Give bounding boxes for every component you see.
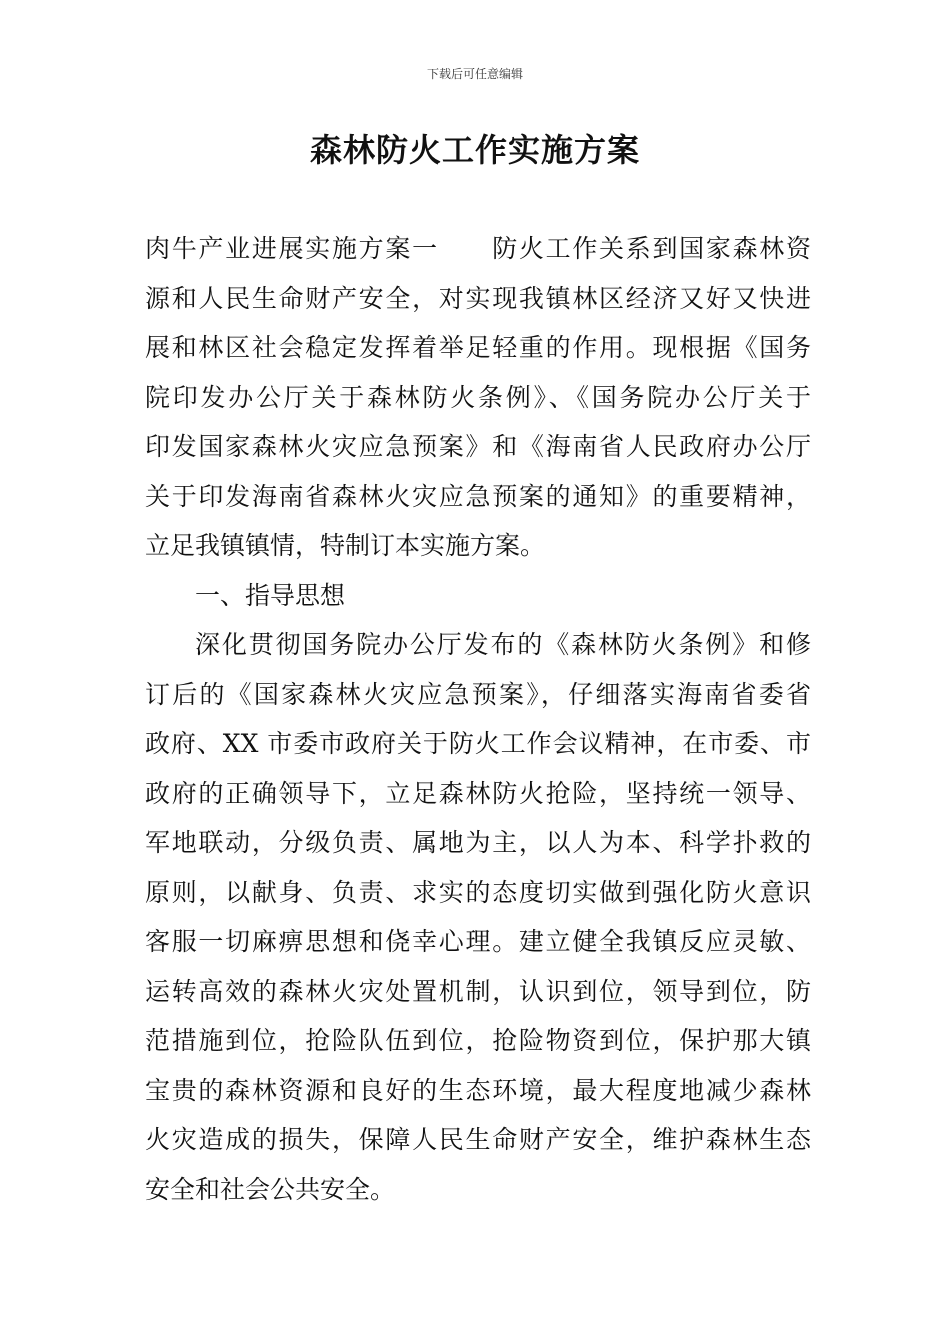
text-line: 院印发办公厅关于森林防火条例》、《国务院办公厅关于 xyxy=(145,382,811,412)
text-line: 范措施到位，抢险队伍到位，抢险物资到位，保护那大镇 xyxy=(145,1026,811,1055)
text-line: 印发国家森林火灾应急预案》和《海南省人民政府办公厅 xyxy=(145,432,811,461)
paragraph-intro xyxy=(145,224,811,571)
text-line: 原则，以献身、负责、求实的态度切实做到强化防火意识 xyxy=(145,877,811,907)
section-heading xyxy=(145,571,811,621)
text-line: 肉牛产业进展实施方案一 防火工作关系到国家森林资 xyxy=(145,234,811,263)
text-line: 关于印发海南省森林火灾应急预案的通知》的重要精神， xyxy=(145,481,811,511)
text-line: 深化贯彻国务院办公厅发布的《森林防火条例》和修 xyxy=(195,630,811,659)
text-line: 客服一切麻痹思想和侥幸心理。建立健全我镇反应灵敏、 xyxy=(145,927,811,956)
text-line: 宝贵的森林资源和良好的生态环境，最大程度地减少森林 xyxy=(145,1075,811,1105)
document-body xyxy=(145,224,811,1214)
text-line: 展和林区社会稳定发挥着举足轻重的作用。现根据《国务 xyxy=(145,333,811,362)
text-line: 订后的《国家森林火灾应急预案》，仔细落实海南省委省 xyxy=(145,679,811,709)
text-line: 运转高效的森林火灾处置机制，认识到位，领导到位，防 xyxy=(145,976,811,1006)
section-heading-text: 一、指导思想 xyxy=(195,580,346,610)
text-line: 安全和社会公共安全。 xyxy=(145,1174,396,1204)
text-line: 政府、XX 市委市政府关于防火工作会议精神，在市委、市 xyxy=(145,729,811,758)
document-title: 森林防火工作实施方案 xyxy=(309,131,640,169)
text-line: 军地联动，分级负责、属地为主，以人为本、科学扑救的 xyxy=(145,828,811,857)
text-line: 火灾造成的损失，保障人民生命财产安全，维护森林生态 xyxy=(145,1125,811,1154)
paragraph-guiding-thought xyxy=(145,620,811,1214)
text-line: 源和人民生命财产安全，对实现我镇林区经济又好又快进 xyxy=(145,283,811,313)
text-line: 立足我镇镇情，特制订本实施方案。 xyxy=(145,531,546,560)
text-line: 政府的正确领导下，立足森林防火抢险，坚持统一领导、 xyxy=(145,778,811,808)
header-note: 下载后可任意编辑 xyxy=(426,67,523,81)
